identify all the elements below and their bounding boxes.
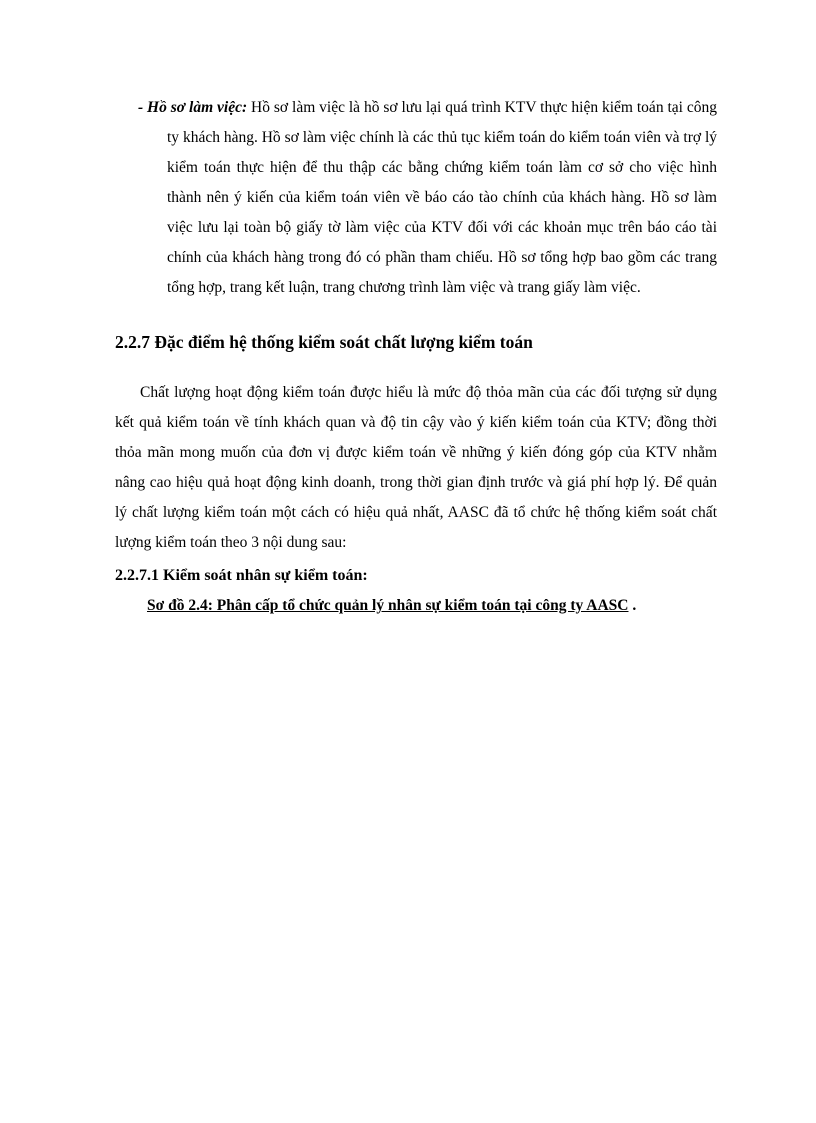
bullet-lead: - Hồ sơ làm việc: xyxy=(138,99,248,116)
body-paragraph: Chất lượng hoạt động kiểm toán được hiểu là mức độ thỏa mãn của các đối tượng sử dụng kết quả kiểm toán về tính khách quan và độ tin cậy vào ý kiến kiểm toán của KTV; đồng thời thỏa mãn mong muốn của đơn vị được kiểm toán về những ý kiến đóng góp của KTV nhằm nâng cao hiệu quả hoạt động kinh doanh, trong thời gian định trước và giá phí hợp lý. Để quản lý chất lượng kiểm toán một cách có hiệu quả nhất, AASC đã tổ chức hệ thống kiểm soát chất lượng kiểm toán theo 3 nội dung sau: xyxy=(115,384,717,551)
subsection-heading: 2.2.7.1 Kiểm soát nhân sự kiểm toán: xyxy=(115,567,368,584)
bullet-body: Hồ sơ làm việc là hồ sơ lưu lại quá trình KTV thực hiện kiểm toán tại công ty khách hàng. Hồ sơ làm việc chính là các thủ tục kiểm toán do kiểm toán viên và trợ lý kiểm toán thực hiện để thu thập các bằng chứng kiểm toán làm cơ sở cho việc hình thành nên ý kiến của kiểm toán viên về báo cáo tào chính của khách hàng. Hồ sơ làm việc lưu lại toàn bộ giấy tờ làm việc của KTV đối với các khoản mục trên báo cáo tài chính của khách hàng trong đó có phần tham chiếu. Hồ sơ tổng hợp bao gồm các trang tổng hợp, trang kết luận, trang chương trình làm việc và trang giấy làm việc. xyxy=(167,99,717,296)
section-heading: 2.2.7 Đặc điểm hệ thống kiểm soát chất lượng kiểm toán xyxy=(115,332,533,352)
bullet-paragraph xyxy=(115,93,717,303)
figure-caption-text: Sơ đồ 2.4: Phân cấp tổ chức quản lý nhân sự kiểm toán tại công ty AASC xyxy=(147,597,629,614)
figure-caption xyxy=(147,592,717,620)
figure-caption-trailing-period: . xyxy=(628,597,637,614)
